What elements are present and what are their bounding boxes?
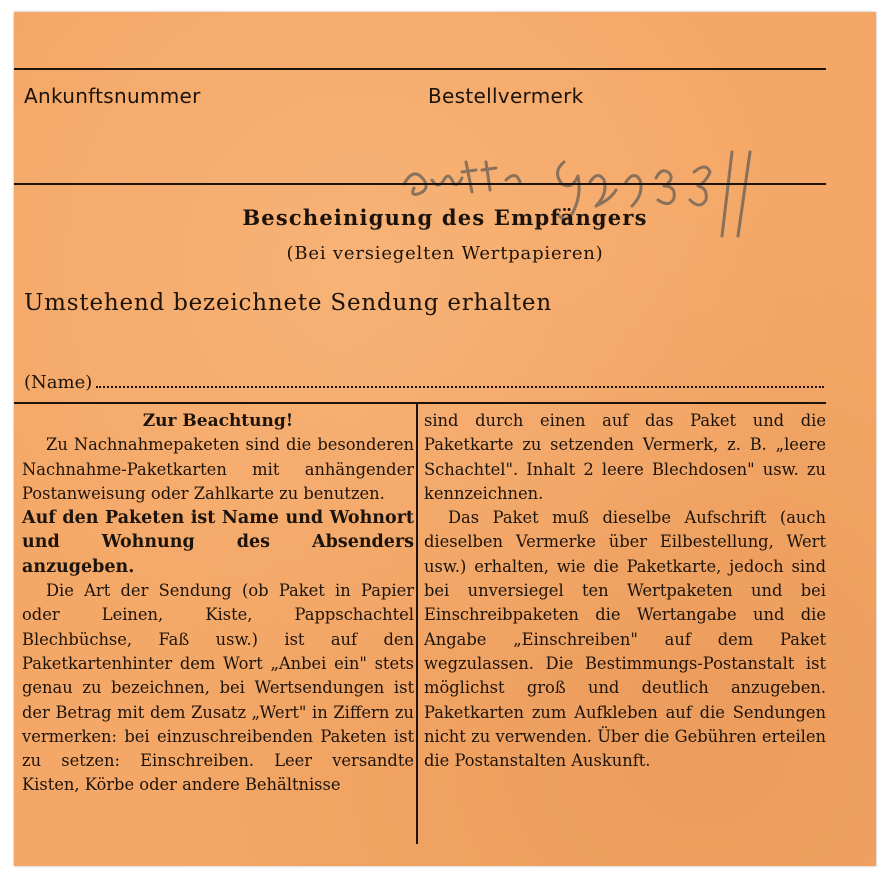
notice-sender-instruction: Auf den Paketen ist Name und Wohnort und Wohnung des Absenders anzugeben. — [22, 508, 414, 577]
arrival-number-label: Ankunftsnummer — [24, 84, 201, 108]
notice-right-column — [424, 409, 826, 773]
notice-left-paragraph-2: Die Art der Sendung (ob Paket in Papier oder Leinen, Kiste, Pappschachtel Blechbüchse, Faß usw.) ist auf den Paketkartenhinter dem Wort „Anbei ein" stets genau zu bezeichnen, bei Wertsendungen ist der Betrag mit dem Zusatz „Wert" in Ziffern zu vermerken: bei einzuschreibenden Paketen ist zu setzen: Einschreiben. Leer versandte Kisten, Körbe oder andere Behältnisse — [22, 581, 414, 795]
column-divider — [416, 404, 418, 844]
notice-heading: Zur Beachtung! — [142, 411, 294, 431]
notice-right-paragraph-1: sind durch einen auf das Paket und die Paketkarte zu setzenden Vermerk, z. B. „leere Schachtel". Inhalt 2 leere Blechdosen" usw. zu kennzeichnen. — [424, 411, 826, 503]
notice-right-paragraph-2: Das Paket muß dieselbe Aufschrift (auch dieselben Vermerke über Eilbestellung, Wert usw.) erhalten, wie die Paketkarte, jedoch sind bei unversiegel ten Wertpaketen und bei Einschreibpaketen die Wertangabe und die Angabe „Einschreiben" auf dem Paket wegzulassen. Die Bestimmungs-Postanstalt ist möglichst groß und deutlich anzugeben. Paketkarten zum Aufkleben auf die Sendungen nicht zu verwenden. Über die Gebühren erteilen die Postanstalten Auskunft. — [424, 508, 826, 771]
certificate-subtitle: (Bei versiegelten Wertpapieren) — [286, 243, 604, 264]
notice-left-column — [22, 409, 414, 798]
parcel-card — [14, 12, 876, 866]
notice-left-paragraph-1: Zu Nachnahmepaketen sind die besonderen Nachnahme-Paketkarten mit anhängender Postanweisung oder Zahlkarte zu benutzen. — [22, 435, 414, 503]
torn-left-edge — [0, 330, 14, 870]
receipt-statement: Umstehend bezeichnete Sendung erhalten — [24, 290, 552, 316]
signature-dotted-line — [96, 370, 824, 388]
order-note-label: Bestellvermerk — [428, 84, 584, 108]
certificate-title: Bescheinigung des Empfängers — [242, 205, 648, 230]
top-rule — [14, 68, 826, 70]
header-rule — [14, 183, 826, 185]
name-signature-line — [24, 370, 824, 393]
name-label: (Name) — [24, 372, 93, 393]
section-rule — [14, 402, 826, 404]
